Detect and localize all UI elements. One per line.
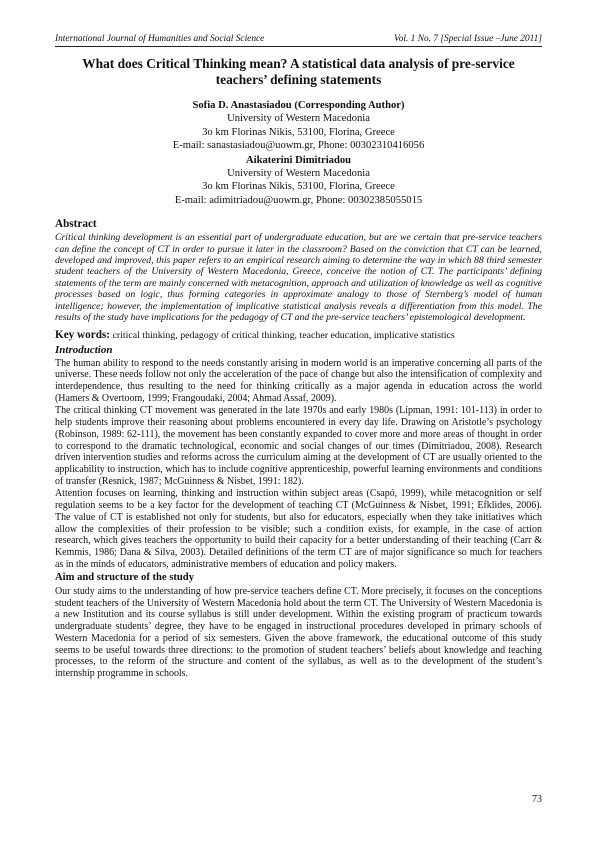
author-block xyxy=(55,99,542,153)
paper-title: What does Critical Thinking mean? A statistical data analysis of pre-service teachers’ defining statements xyxy=(82,56,515,87)
author-address: 3o km Florinas Nikis, 53100, Florina, Greece xyxy=(202,126,395,138)
running-header xyxy=(55,34,542,47)
page-number: 73 xyxy=(532,794,542,805)
author-list xyxy=(55,99,542,207)
keywords-text: critical thinking, pedagogy of critical thinking, teacher education, implicative statistics xyxy=(110,329,455,341)
journal-name: International Journal of Humanities and Social Science xyxy=(55,34,265,44)
body-paragraph: Attention focuses on learning, thinking and instruction within subject areas (Csapó, 1999), while metacognition or self regulation seems to be a key factor for the development of teaching CT (McGuinness & Nisbet, 1991; Efklides, 2006). The value of CT is established not only for students, but also for educators, especially when they take initiatives which allow the complexities of their profession to be visible; such a condition exists, for example, in the case of action research, which gives teachers the opportunity to build their capacity for a better understanding of their teaching (Carr & Kemmis, 1986; Dana & Silva, 2003). Detailed definitions of the term CT are of major significance so much for teachers as in the minds of educators, administrative members of education and policy makers. xyxy=(55,488,542,570)
author-contact: E-mail: adimitriadou@uowm.gr, Phone: 00302385055015 xyxy=(174,194,423,206)
body-paragraph: The critical thinking CT movement was generated in the late 1970s and early 1980s (Lipman, 1991: 101-113) in order to help students improve their reasoning about problems encountered in every day life. Drawing on Aristotle’s psychology (Robinson, 1989: 62-111), the movement has been constantly expanded to cover more and more areas of thought in order to correspond to the dramatic technological, economic and social changes of our times (Dimitriadou, 2008). Research driven intervention studies and reforms across the curriculum aiming at the development of CT are usually oriented to the applicability to instruction, which has to include cognitive apprenticeship, powerful learning environments and conditions of transfer (Resnick, 1987; McGuinness & Nisbet, 1991: 182). xyxy=(55,405,542,487)
body-paragraph: The human ability to respond to the needs constantly arising in modern world is an imperative concerning all parts of the universe. These needs follow not only the acceleration of the pace of change but also the intensification of complexity and interdependence, thus resulting to the need for thinking critically as a major agenda in education across the world (Hamers & Overtoom, 1999; Frangoudaki, 2004; Ahmad Assaf, 2009). xyxy=(55,357,542,404)
author-address: 3o km Florinas Nikis, 53100, Florina, Greece xyxy=(202,181,395,193)
author-contact: E-mail: sanastasiadou@uowm.gr, Phone: 00302310416056 xyxy=(172,140,425,152)
author-affiliation: University of Western Macedonia xyxy=(227,113,370,125)
page xyxy=(55,34,542,680)
introduction-heading: Introduction xyxy=(55,343,113,356)
author-name: Sofia D. Anastasiadou (Corresponding Author) xyxy=(192,100,405,111)
author-affiliation: University of Western Macedonia xyxy=(227,168,370,180)
author-name: Aikaterini Dimitriadou xyxy=(245,154,352,166)
body-paragraph: Our study aims to the understanding of how pre-service teachers define CT. More precisely, it focuses on the conceptions student teachers of the University of Western Macedonia hold about the term CT. The University of Western Macedonia is a new Institution and its course syllabus is still under development. Within the existing program of practicum towards undergraduate students’ degree, they have to be engaged in instructional procedures developed in primary schools of Western Macedonia for a period of six semesters. Given the above framework, the educational outcome of this study seems to be useful towards three directions: to the promotion of student teachers’ beliefs about knowledge and teaching processes, to the reform of the structure and content of the syllabus, as well as to the development of the student’s internship programme in schools. xyxy=(55,586,542,680)
author-block xyxy=(55,154,542,208)
keywords-label: Key words: xyxy=(55,328,110,341)
keywords xyxy=(55,329,542,342)
abstract-heading: Abstract xyxy=(55,218,97,231)
aim-heading: Aim and structure of the study xyxy=(55,572,194,584)
issue-info: Vol. 1 No. 7 [Special Issue –June 2011] xyxy=(394,34,542,44)
header-rule xyxy=(55,46,542,47)
abstract-text: Critical thinking development is an essential part of undergraduate education, but are we certain that pre-service teachers can define the concept of CT in order to pursue it later in the classroom? Based on the conviction that CT can be learned, developed and improved, this paper refers to an empirical research aiming to determine the way in which 88 third semester student teachers of the University of Western Macedonia, Greece, conceive the notion of CT. The participants’ defining statements of the term are mainly concerned with metacognition, approach and utilization of knowledge as well as cognitive processes based on logic, thus forming categories in approximate analogy to those of Sternberg’s model of human intelligence; however, the implementation of implicative statistical analysis reveals a differentiation from this model. The results of the study have implications for the pedagogy of CT and the pre-service teachers’ epistemological development. xyxy=(55,232,542,324)
